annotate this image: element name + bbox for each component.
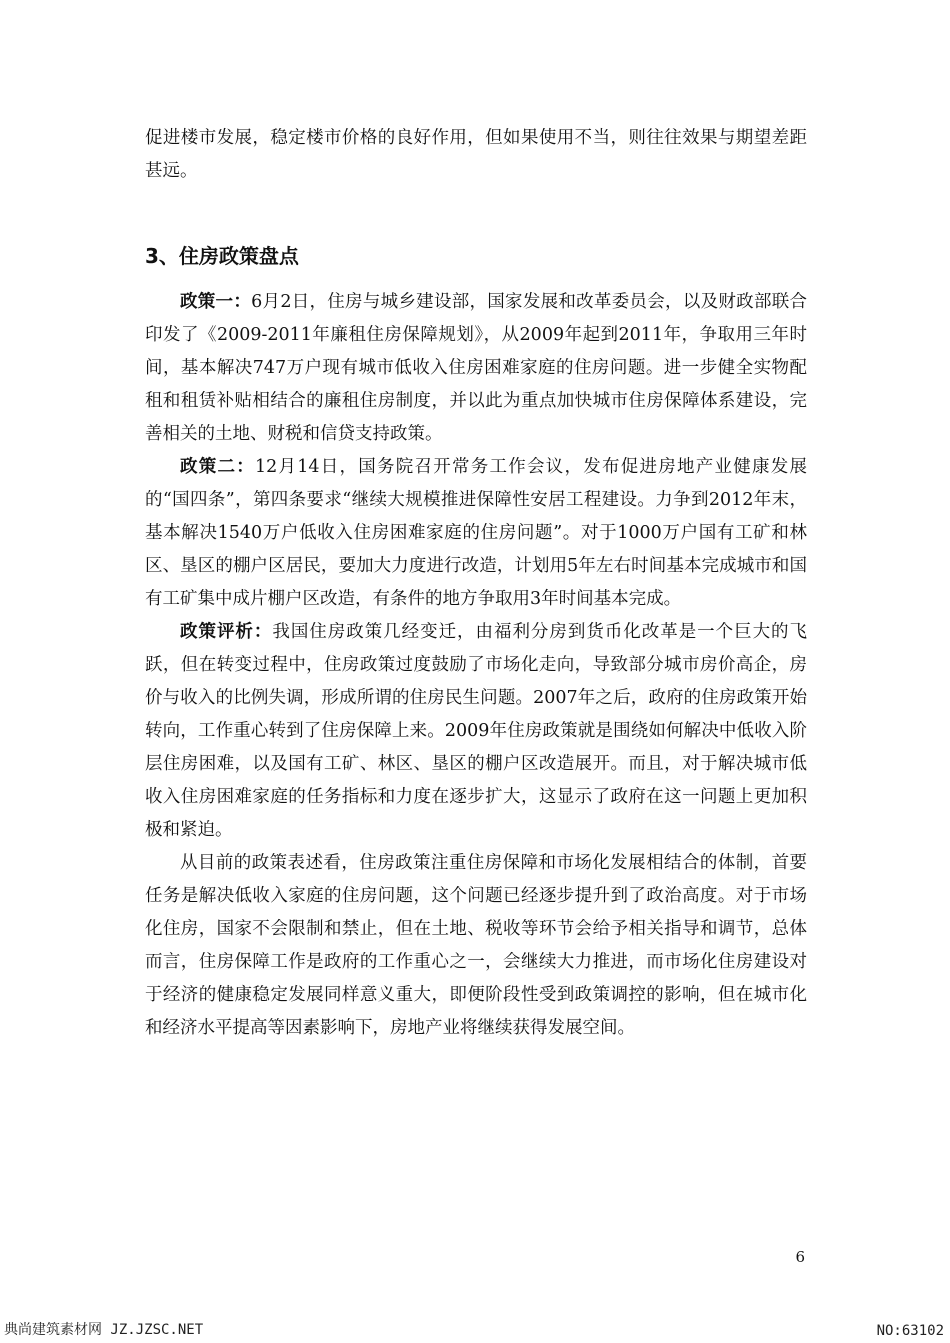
policy-review-lead: 政策评析： (180, 622, 273, 642)
closing-paragraph: 从目前的政策表述看，住房政策注重住房保障和市场化发展相结合的体制，首要任务是解决低收入家庭的住房问题，这个问题已经逐步提升到了政治高度。对于市场化住房，国家不会限制和禁止，但在土地、税收等环节会给予相关指导和调节，总体而言，住房保障工作是政府的工作重心之一，会继续大力推进，而市场化住房建设对于经济的健康稳定发展同样意义重大，即便阶段性受到政策调控的影响，但在城市化和经济水平提高等因素影响下，房地产业将继续获得发展空间。 (145, 853, 807, 1038)
page-number: 6 (795, 1248, 805, 1266)
watermark-number: NO:63102 (876, 1323, 944, 1339)
policy-two-lead: 政策二： (180, 457, 255, 477)
policy-one-text: 6月2日，住房与城乡建设部，国家发展和改革委员会，以及财政部联合印发了《2009-2011年廉租住房保障规划》，从2009年起到2011年，争取用三年时间，基本解决747万户现有城市低收入住房困难家庭的住房问题。进一步健全实物配租和租赁补贴相结合的廉租住房制度，并以此为重点加快城市住房保障体系建设，完善相关的土地、财税和信贷支持政策。 (145, 292, 807, 444)
policy-two-text: 12月14日，国务院召开常务工作会议，发布促进房地产业健康发展的“国四条”，第四条要求“继续大规模推进保障性安居工程建设。力争到2012年末，基本解决1540万户低收入住房困难家庭的住房问题”。对于1000万户国有工矿和林区、垦区的棚户区居民，要加大力度进行改造，计划用5年左右时间基本完成城市和国有工矿集中成片棚户区改造，有条件的地方争取用3年时间基本完成。 (145, 457, 807, 609)
intro-paragraph: 促进楼市发展，稳定楼市价格的良好作用，但如果使用不当，则往往效果与期望差距甚远。 (145, 128, 807, 181)
policy-review-paragraph (145, 616, 807, 847)
policy-one-paragraph (145, 286, 807, 451)
section-heading: 3、住房政策盘点 (145, 244, 299, 268)
policy-list (145, 286, 807, 1045)
watermark-site: 典尚建筑素材网 JZ.JZSC.NET (4, 1322, 204, 1338)
policy-two-paragraph (145, 451, 807, 616)
policy-review-text: 我国住房政策几经变迁，由福利分房到货币化改革是一个巨大的飞跃，但在转变过程中，住房政策过度鼓励了市场化走向，导致部分城市房价高企，房价与收入的比例失调，形成所谓的住房民生问题。2007年之后，政府的住房政策开始转向，工作重心转到了住房保障上来。2009年住房政策就是围绕如何解决中低收入阶层住房困难，以及国有工矿、林区、垦区的棚户区改造展开。而且，对于解决城市低收入住房困难家庭的任务指标和力度在逐步扩大，这显示了政府在这一问题上更加积极和紧迫。 (145, 622, 808, 840)
watermark-bar (0, 1321, 950, 1343)
policy-one-lead: 政策一： (180, 292, 252, 312)
